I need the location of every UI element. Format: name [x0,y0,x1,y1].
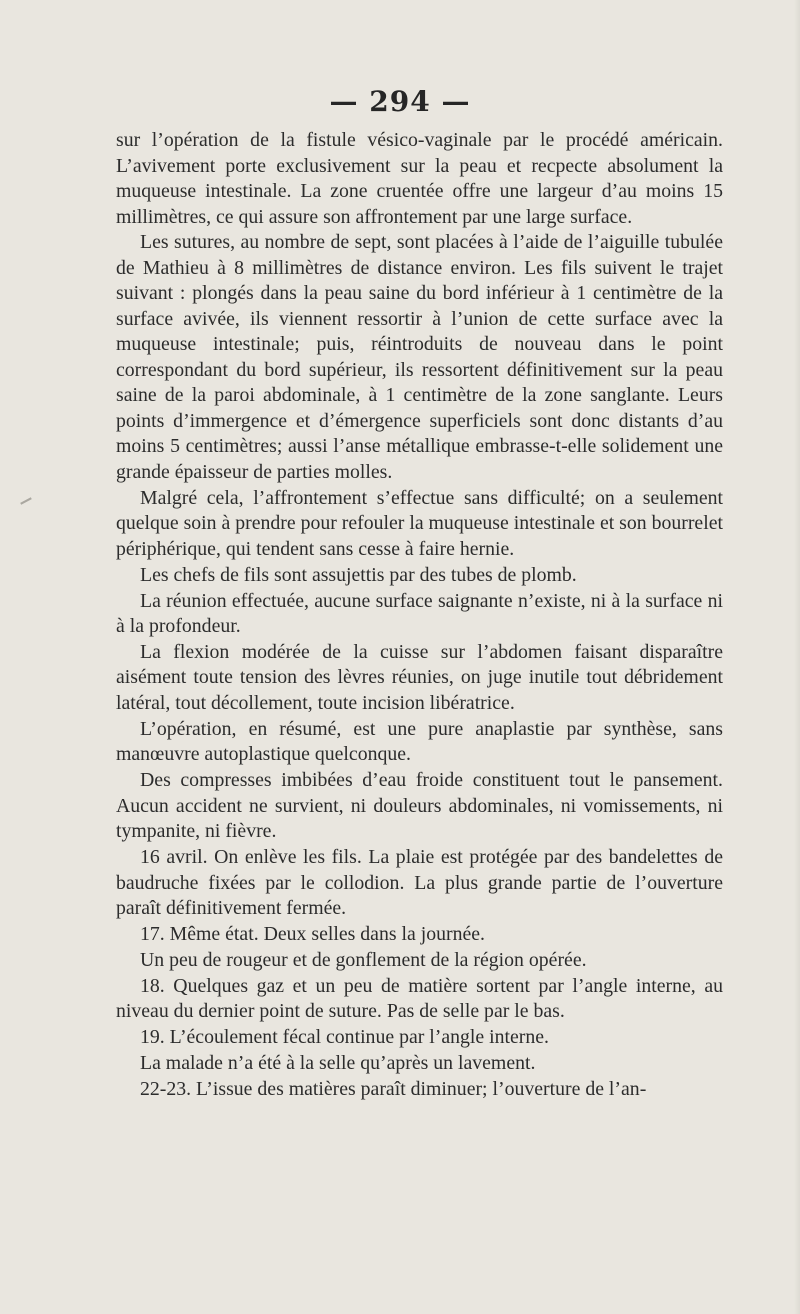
paragraph: Des compresses imbibées d’eau froide constituent tout le pansement. Aucun accident ne survient, ni douleurs abdominales, ni vomissements, ni tympanite, ni fièvre. [116,769,723,843]
paragraph: 22-23. L’issue des matières paraît diminuer; l’ouverture de l’an- [140,1077,647,1100]
paragraph: 17. Même état. Deux selles dans la journée. [140,923,485,946]
paragraph: La réunion effectuée, aucune surface saignante n’existe, ni à la surface ni à la profondeur. [116,589,723,638]
paragraph: sur l’opération de la fistule vésico-vaginale par le procédé américain. L’avivement porte exclusivement sur la peau et recpecte absolument la muqueuse intestinale. La zone cruentée offre une largeur d’au moins 15 millimètres, ce qui assure son affrontement par une large surface. [116,129,723,228]
paragraph: 18. Quelques gaz et un peu de matière sortent par l’angle interne, au niveau du dernier point de suture. Pas de selle par le bas. [116,974,723,1023]
page-number: — 294 — [329,85,471,118]
paragraph: La malade n’a été à la selle qu’après un lavement. [140,1052,536,1075]
paragraph: 16 avril. On enlève les fils. La plaie est protégée par des bandelettes de baudruche fixées par le collodion. La plus grande partie de l’ouverture paraît définitivement fermée. [116,846,723,920]
paragraph: La flexion modérée de la cuisse sur l’abdomen faisant disparaître aisément toute tension des lèvres réunies, on juge inutile tout débridement latéral, tout décollement, toute incision libératrice. [116,640,723,714]
page-edge-shadow [794,0,800,1314]
paragraph: Les sutures, au nombre de sept, sont placées à l’aide de l’aiguille tubulée de Mathieu à 8 millimètres de distance environ. Les fils suivent le trajet suivant : plongés dans la peau saine du bord inférieur à 1 centimètre de la surface avivée, ils viennent ressortir à l’union de cette surface avec la muqueuse intestinale; puis, réintroduits de nouveau dans le point correspondant du bord supérieur, ils ressortent définitivement sur la peau saine de la paroi abdominale, à 1 centimètre de la zone sanglante. Leurs points d’immergence et d’émergence superficiels sont donc distants d’au moins 5 centimètres; aussi l’anse métallique embrasse-t-elle solidement une grande épaisseur de parties molles. [116,231,723,483]
paragraph: L’opération, en résumé, est une pure anaplastie par synthèse, sans manœuvre autoplastique quelconque. [116,717,723,766]
body-text [116,128,723,1103]
margin-mark [20,497,32,504]
paragraph: Malgré cela, l’affrontement s’effectue sans difficulté; on a seulement quelque soin à prendre pour refouler la muqueuse intestinale et son bourrelet périphérique, qui tendent sans cesse à faire hernie. [116,486,723,560]
paragraph: Un peu de rougeur et de gonflement de la région opérée. [140,948,587,971]
paragraph: 19. L’écoulement fécal continue par l’angle interne. [140,1026,550,1049]
paragraph: Les chefs de fils sont assujettis par des tubes de plomb. [140,563,577,586]
